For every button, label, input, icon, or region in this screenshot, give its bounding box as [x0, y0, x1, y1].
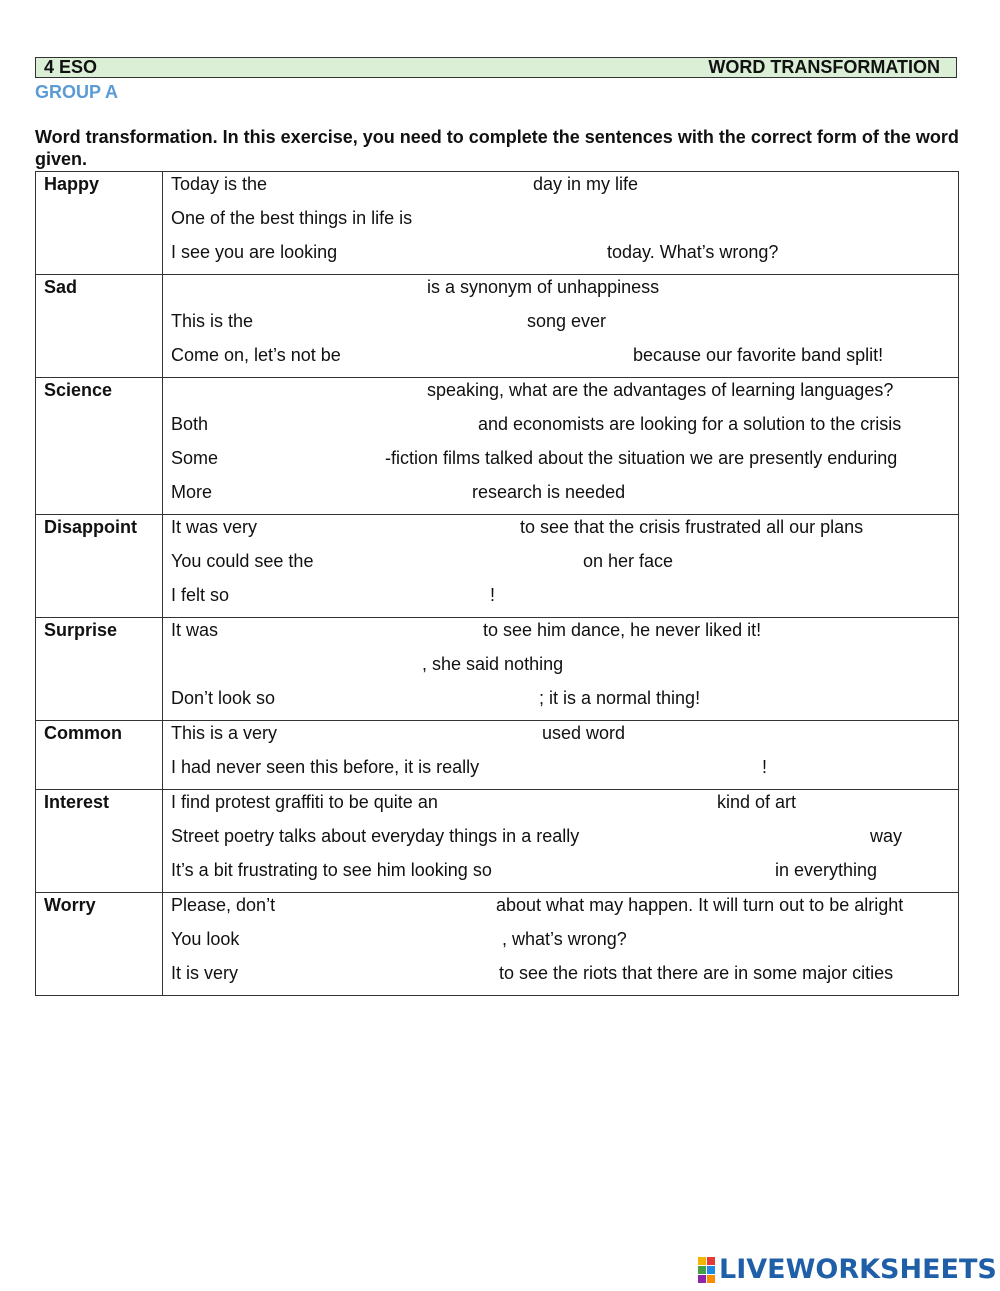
- sentence-before-gap: It’s a bit frustrating to see him looking so: [171, 860, 492, 880]
- level-label: 4 ESO: [44, 57, 98, 77]
- sentence-cell: [163, 275, 959, 378]
- sentence-after-gap: song ever: [527, 311, 607, 331]
- sentence-after-gap: about what may happen. It will turn out to be alright: [496, 895, 904, 915]
- sentence-before-gap: Please, don’t: [171, 895, 276, 915]
- sentence-cell: [163, 172, 959, 275]
- sentence-after-gap: because our favorite band split!: [633, 345, 884, 365]
- sentence-after-gap: to see the riots that there are in some major cities: [499, 963, 894, 983]
- exercise-row: [36, 790, 959, 893]
- sentence-before-gap: You could see the: [171, 551, 314, 571]
- sentence-line: [163, 755, 958, 789]
- base-word: Worry: [36, 893, 163, 996]
- sentence-after-gap: to see that the crisis frustrated all our plans: [520, 517, 864, 537]
- sentence-after-gap: used word: [542, 723, 626, 743]
- sentence-line: [163, 309, 958, 343]
- sentence-line: [163, 893, 958, 927]
- sentence-line: [163, 515, 958, 549]
- sentence-before-gap: More: [171, 482, 213, 502]
- sentence-after-gap: is a synonym of unhappiness: [427, 277, 660, 297]
- sentence-before-gap: Both: [171, 414, 209, 434]
- sentence-line: [163, 343, 958, 377]
- brand-name: LIVEWORKSHEETS: [719, 1254, 997, 1285]
- sentence-before-gap: Come on, let’s not be: [171, 345, 341, 365]
- sentence-line: [163, 824, 958, 858]
- sentence-after-gap: today. What’s wrong?: [607, 242, 779, 262]
- sentence-line: [163, 412, 958, 446]
- base-word: Disappoint: [36, 515, 163, 618]
- sentence-after-gap: on her face: [583, 551, 674, 571]
- base-word: Interest: [36, 790, 163, 893]
- sentence-after-gap: !: [490, 585, 496, 605]
- sentence-line: [163, 721, 958, 755]
- instructions: Word transformation. In this exercise, you need to complete the sentences with the correct form of the word given.: [35, 127, 959, 169]
- sentence-line: [163, 583, 958, 617]
- base-word: Sad: [36, 275, 163, 378]
- exercise-row: [36, 378, 959, 515]
- exercise-row: [36, 172, 959, 275]
- sentence-before-gap: You look: [171, 929, 240, 949]
- sentence-after-gap: speaking, what are the advantages of learning languages?: [427, 380, 894, 400]
- sentence-line: [163, 790, 958, 824]
- exercise-row: [36, 893, 959, 996]
- sentence-after-gap: day in my life: [533, 174, 639, 194]
- sentence-line: [163, 618, 958, 652]
- sentence-after-gap: , what’s wrong?: [502, 929, 627, 949]
- sentence-line: [163, 446, 958, 480]
- header-bar: [35, 57, 957, 78]
- sentence-after-gap: research is needed: [472, 482, 626, 502]
- sentence-after-gap: , she said nothing: [422, 654, 564, 674]
- sentence-before-gap: I see you are looking: [171, 242, 338, 262]
- sentence-cell: [163, 721, 959, 790]
- exercise-row: [36, 515, 959, 618]
- sentence-before-gap: One of the best things in life is: [171, 208, 413, 228]
- sentence-cell: [163, 618, 959, 721]
- worksheet-title: WORD TRANSFORMATION: [708, 57, 940, 77]
- sentence-after-gap: to see him dance, he never liked it!: [483, 620, 762, 640]
- sentence-line: [163, 378, 958, 412]
- sentence-after-gap: !: [762, 757, 768, 777]
- sentence-before-gap: It was: [171, 620, 219, 640]
- exercise-row: [36, 618, 959, 721]
- sentence-line: [163, 652, 958, 686]
- sentence-line: [163, 686, 958, 720]
- sentence-after-gap: in everything: [775, 860, 878, 880]
- base-word: Happy: [36, 172, 163, 275]
- logo-icon: [698, 1257, 715, 1283]
- sentence-before-gap: It is very: [171, 963, 239, 983]
- sentence-line: [163, 275, 958, 309]
- sentence-before-gap: This is the: [171, 311, 254, 331]
- exercise-row: [36, 275, 959, 378]
- sentence-before-gap: Don’t look so: [171, 688, 276, 708]
- exercise-table: [35, 171, 959, 996]
- sentence-after-gap: -fiction films talked about the situation we are presently enduring: [385, 448, 898, 468]
- group-label: GROUP A: [35, 82, 119, 102]
- base-word: Science: [36, 378, 163, 515]
- sentence-line: [163, 480, 958, 514]
- sentence-line: [163, 240, 958, 274]
- sentence-cell: [163, 378, 959, 515]
- sentence-before-gap: I felt so: [171, 585, 230, 605]
- liveworksheets-logo: [698, 1254, 997, 1285]
- sentence-after-gap: ; it is a normal thing!: [539, 688, 701, 708]
- sentence-cell: [163, 893, 959, 996]
- sentence-before-gap: I had never seen this before, it is really: [171, 757, 480, 777]
- sentence-cell: [163, 515, 959, 618]
- sentence-line: [163, 549, 958, 583]
- base-word: Common: [36, 721, 163, 790]
- sentence-line: [163, 961, 958, 995]
- sentence-after-gap: way: [870, 826, 903, 846]
- sentence-before-gap: I find protest graffiti to be quite an: [171, 792, 438, 812]
- sentence-cell: [163, 790, 959, 893]
- sentence-before-gap: Some: [171, 448, 219, 468]
- sentence-line: [163, 927, 958, 961]
- sentence-before-gap: This is a very: [171, 723, 278, 743]
- sentence-line: [163, 206, 958, 240]
- base-word: Surprise: [36, 618, 163, 721]
- sentence-line: [163, 858, 958, 892]
- sentence-line: [163, 172, 958, 206]
- sentence-after-gap: and economists are looking for a solution to the crisis: [478, 414, 902, 434]
- sentence-before-gap: Street poetry talks about everyday things in a really: [171, 826, 580, 846]
- sentence-before-gap: Today is the: [171, 174, 268, 194]
- exercise-row: [36, 721, 959, 790]
- sentence-after-gap: kind of art: [717, 792, 797, 812]
- sentence-before-gap: It was very: [171, 517, 258, 537]
